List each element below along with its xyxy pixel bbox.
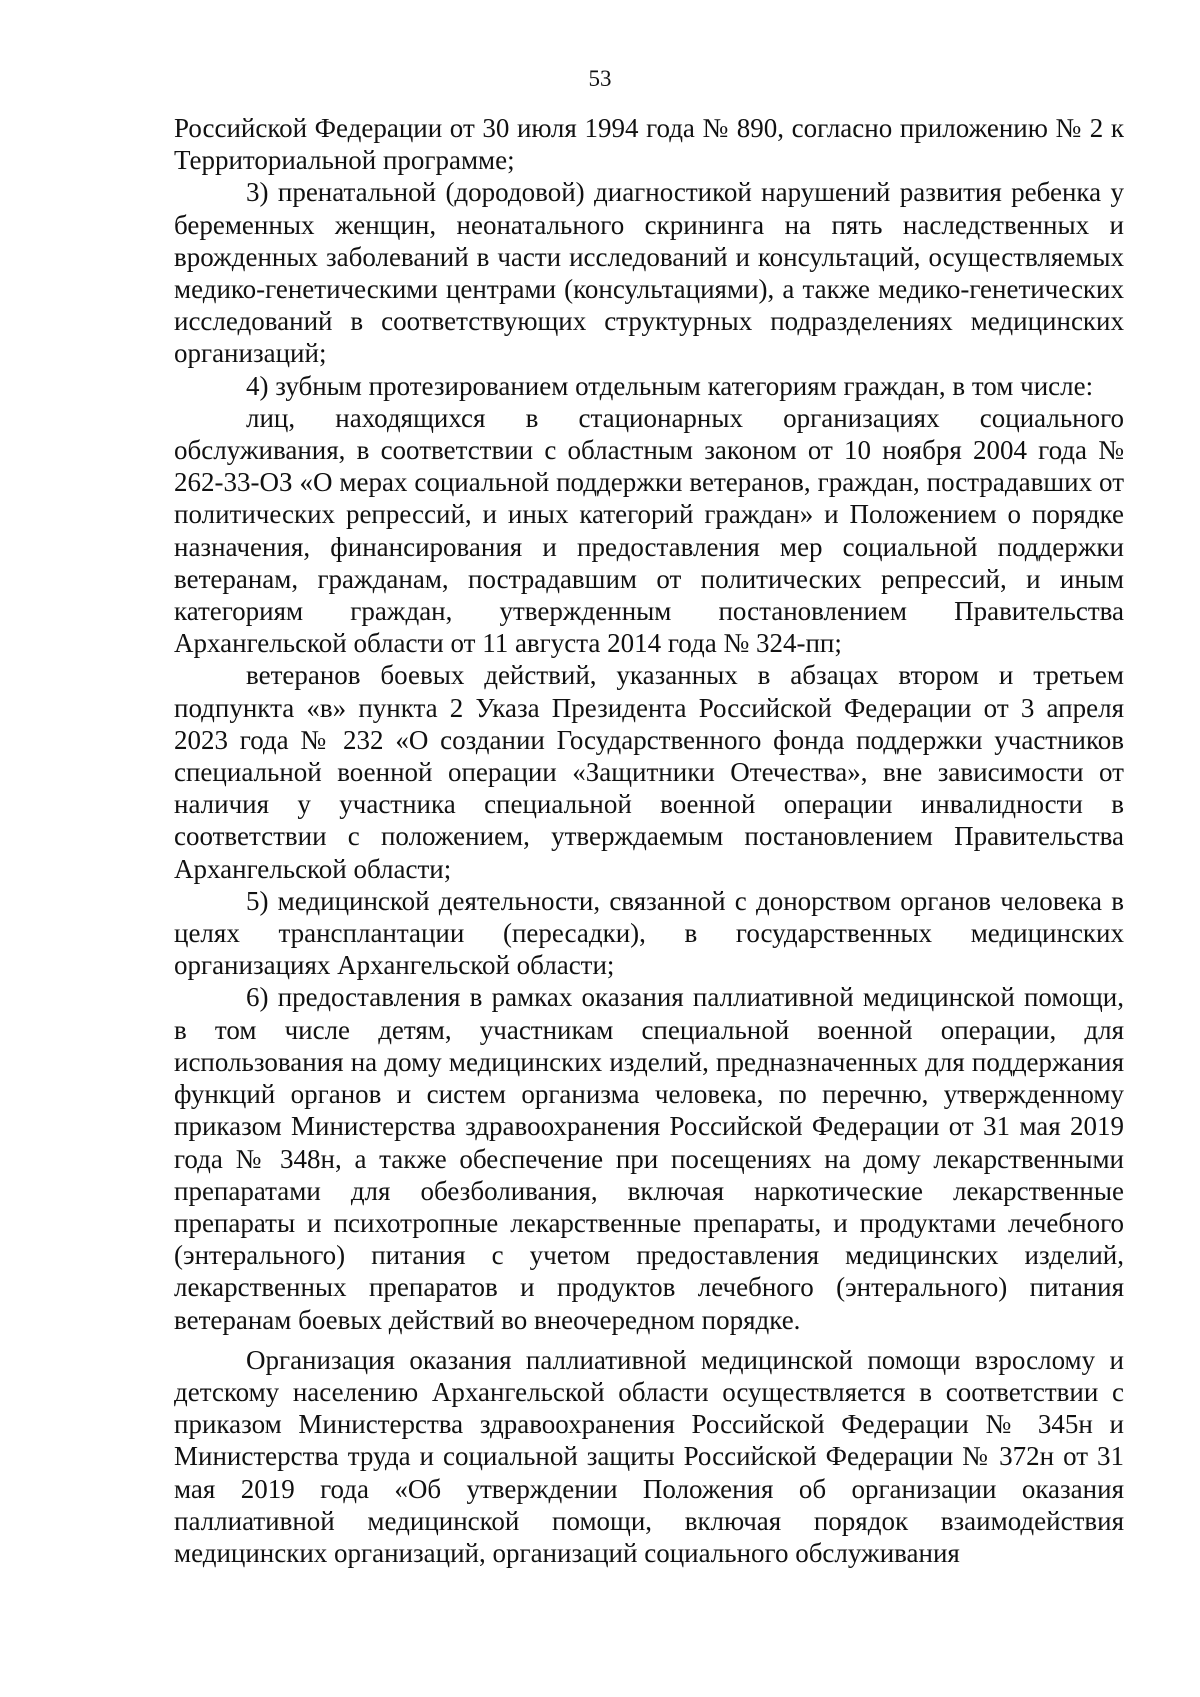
- paragraph-item-5: 5) медицинской деятельности, связанной с донорством органов человека в целях трансплантации (пересадки), в государственных медицинских организациях Архангельской области;: [174, 885, 1124, 981]
- paragraph-palliative-organization: Организация оказания паллиативной медицинской помощи взрослому и детскому населению Архангельской области осуществляется в соответствии с приказом Министерства здравоохранения Российской Федерации № 345н и Министерства труда и социальной защиты Российской Федерации № 372н от 31 мая 2019 года «Об утверждении Положения об организации оказания паллиативной медицинской помощи, включая порядок взаимодействия медицинских организаций, организаций социального обслуживания: [174, 1344, 1124, 1568]
- paragraph-item-4: 4) зубным протезированием отдельным категориям граждан, в том числе:: [246, 370, 1094, 401]
- document-body: [174, 112, 1124, 1569]
- paragraph-item-3: 3) пренатальной (дородовой) диагностикой нарушений развития ребенка у беременных женщин, неонатального скрининга на пять наследственных и врожденных заболеваний в части исследований и консультаций, осуществляемых медико-генетическими центрами (консультациями), а также медико-генетических исследований в соответствующих структурных подразделениях медицинских организаций;: [174, 177, 1124, 369]
- paragraph-item-4-veterans: ветеранов боевых действий, указанных в абзацах втором и третьем подпункта «в» пункта 2 Указа Президента Российской Федерации от 3 апреля 2023 года № 232 «О создании Государственного фонда поддержки участников специальной военной операции «Защитники Отечества», вне зависимости от наличия у участника специальной военной операции инвалидности в соответствии с положением, утверждаемым постановлением Правительства Архангельской области;: [174, 660, 1124, 884]
- paragraph-continuation: Российской Федерации от 30 июля 1994 года № 890, согласно приложению № 2 к Территориальной программе;: [174, 113, 1124, 176]
- paragraph-item-4-persons: лиц, находящихся в стационарных организациях социального обслуживания, в соответствии с областным законом от 10 ноября 2004 года № 262-33-ОЗ «О мерах социальной поддержки ветеранов, граждан, пострадавших от политических репрессий, и иных категорий граждан» и Положением о порядке назначения, финансирования и предоставления мер социальной поддержки ветеранам, гражданам, пострадавшим от политических репрессий, и иным категориям граждан, утвержденным постановлением Правительства Архангельской области от 11 августа 2014 года № 324-пп;: [174, 402, 1124, 659]
- page-number: 53: [588, 66, 612, 91]
- paragraph-item-6: 6) предоставления в рамках оказания паллиативной медицинской помощи, в том числе детям, участникам специальной военной операции, для использования на дому медицинских изделий, предназначенных для поддержания функций органов и систем организма человека, по перечню, утвержденному приказом Министерства здравоохранения Российской Федерации от 31 мая 2019 года № 348н, а также обеспечение при посещениях на дому лекарственными препаратами для обезболивания, включая наркотические лекарственные препараты и психотропные лекарственные препараты, и продуктами лечебного (энтерального) питания с учетом предоставления медицинских изделий, лекарственных препаратов и продуктов лечебного (энтерального) питания ветеранам боевых действий во внеочередном порядке.: [174, 982, 1124, 1335]
